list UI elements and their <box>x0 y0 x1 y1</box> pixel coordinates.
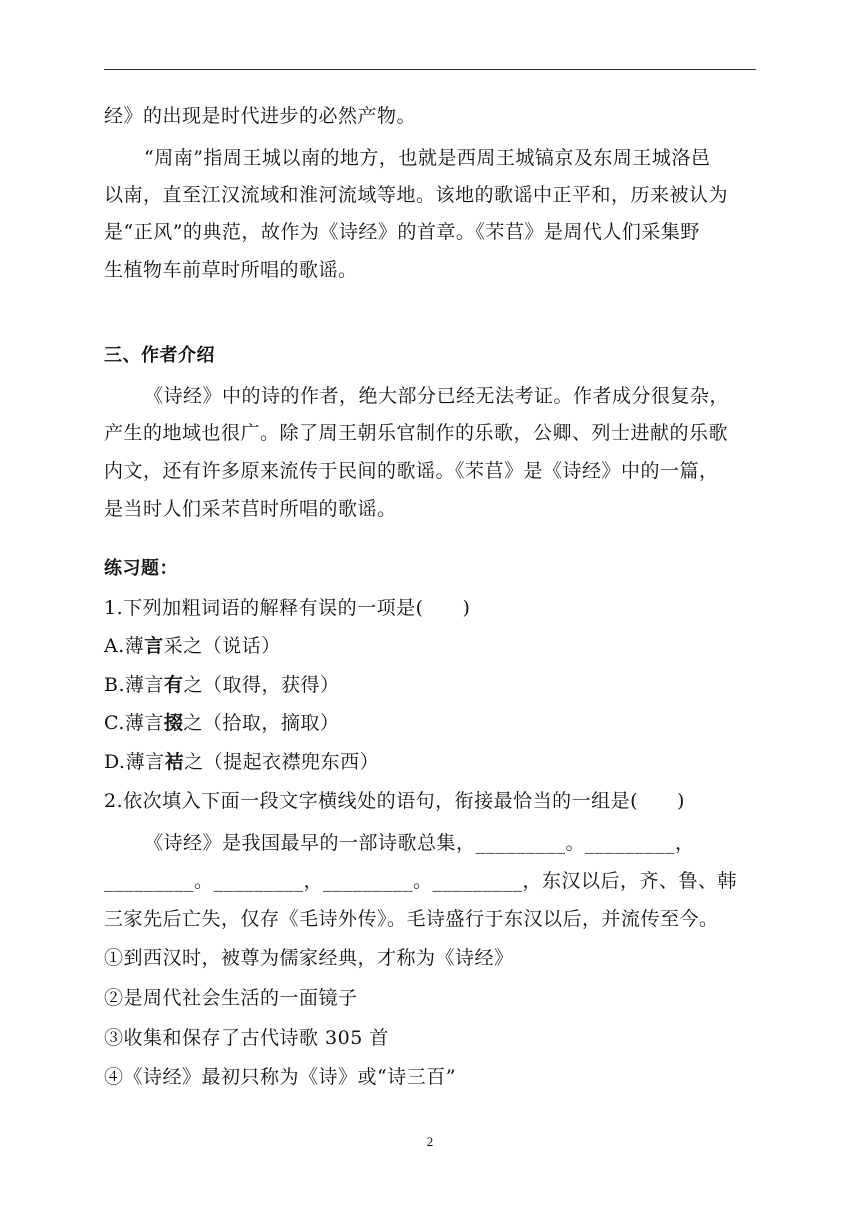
q1-option-b <box>104 672 340 698</box>
zhounan-line-1: “周南”指周王城以南的地方，也就是西周王城镐京及东周王城洛邑 <box>144 147 711 169</box>
q2-choice-4: ④《诗经》最初只称为《诗》或“诗三百” <box>104 1066 456 1088</box>
option-prefix: D.薄言 <box>104 751 165 773</box>
bold-word: 袺 <box>164 751 185 773</box>
zhounan-line-3: 是“正风”的典范，故作为《诗经》的首章。《芣苢》是周代人们采集野 <box>104 221 700 243</box>
header-rule <box>104 69 756 70</box>
q1-option-d <box>104 749 379 775</box>
page-number: 2 <box>426 1134 434 1149</box>
option-prefix: C.薄言 <box>104 712 164 734</box>
zhounan-line-4: 生植物车前草时所唱的歌谣。 <box>104 259 358 281</box>
option-gloss: 之（拾取，摘取） <box>183 712 340 734</box>
bold-word: 言 <box>144 635 164 657</box>
author-line-2: 产生的地域也很广。除了周王朝乐官制作的乐歌，公卿、列士进献的乐歌 <box>104 422 729 444</box>
bold-word: 有 <box>164 674 184 696</box>
exercises-heading: 练习题： <box>104 558 178 579</box>
option-prefix: A.薄 <box>104 635 145 657</box>
zhounan-line-2: 以南，直至江汉流域和淮河流域等地。该地的歌谣中正平和，历来被认为 <box>104 184 729 206</box>
bold-word: 掇 <box>163 712 184 734</box>
option-prefix: B.薄言 <box>104 674 165 696</box>
q2-passage-line-1: 《诗经》是我国最早的一部诗歌总集，_________。_________， <box>144 832 695 854</box>
author-line-1: 《诗经》中的诗的作者，绝大部分已经无法考证。作者成分很复杂， <box>144 385 730 407</box>
option-gloss: 采之（说话） <box>163 635 281 657</box>
section-heading-author: 三、作者介绍 <box>104 345 215 366</box>
q2-passage-line-2: _________。_________，_________。_________，东汉以后，齐、鲁、韩 <box>104 870 738 892</box>
q1-option-c <box>104 710 339 736</box>
question-2-stem: 2.依次填入下面一段文字横线处的语句，衔接最恰当的一组是( ) <box>104 790 685 812</box>
option-gloss: 之（取得，获得） <box>183 674 340 696</box>
q2-passage-line-3: 三家先后亡失，仅存《毛诗外传》。毛诗盛行于东汉以后，并流传至今。 <box>104 908 719 930</box>
q1-option-a <box>104 633 281 659</box>
q2-choice-3: ③收集和保存了古代诗歌 305 首 <box>104 1027 389 1049</box>
q2-choice-2: ②是周代社会生活的一面镜子 <box>104 987 358 1009</box>
intro-line: 经》的出现是时代进步的必然产物。 <box>104 105 417 127</box>
option-gloss: 之（提起衣襟兜东西） <box>184 751 380 773</box>
question-1-stem: 1.下列加粗词语的解释有误的一项是( ) <box>104 597 471 619</box>
q2-choice-1: ①到西汉时，被尊为儒家经典，才称为《诗经》 <box>104 947 514 969</box>
author-line-3: 内文，还有许多原来流传于民间的歌谣。《芣苢》是《诗经》中的一篇， <box>104 460 719 482</box>
author-line-4: 是当时人们采芣苢时所唱的歌谣。 <box>104 498 397 520</box>
